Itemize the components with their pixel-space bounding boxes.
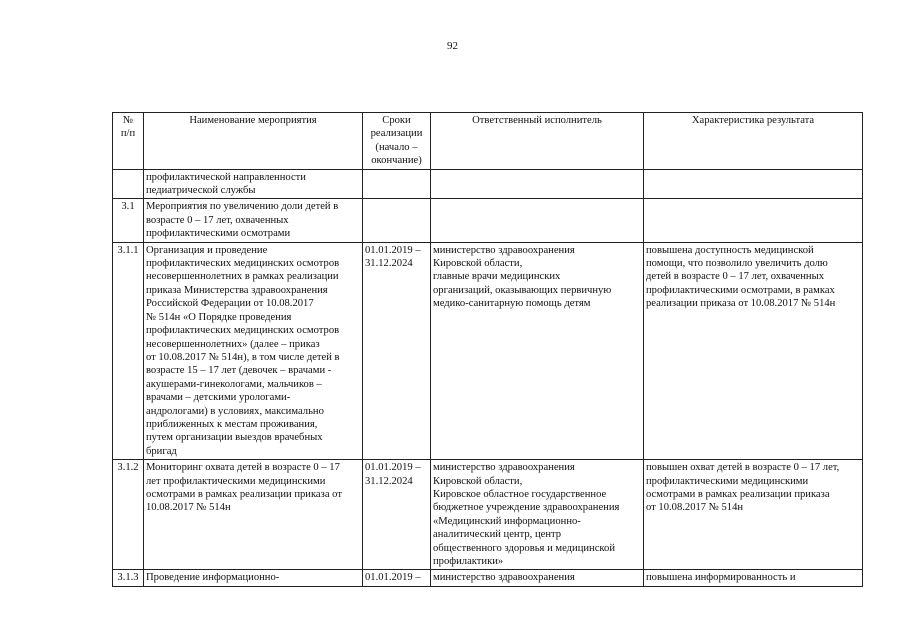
activities-table [112, 112, 863, 587]
header-num: № п/п [113, 113, 144, 170]
row-executor: министерство здравоохранения [431, 570, 644, 586]
table-header-row [113, 113, 863, 170]
row-dates [363, 169, 431, 199]
header-result: Характеристика результата [644, 113, 863, 170]
row-dates: 01.01.2019 – 31.12.2024 [363, 460, 431, 570]
row-result [644, 199, 863, 242]
row-name: Организация и проведение профилактических медицинских осмотров несовершеннолетних в рамках реализации приказа Министерства здравоохранения Российской Федерации от 10.08.2017 № 514н «О Порядке проведения профилактических медицинских осмотров несовершеннолетних» (далее – приказ от 10.08.2017 № 514н), в том числе детей в возрасте 15 – 17 лет (девочек – врачами - акушерами-гинекологами, мальчиков – врачами – детскими урологами- андрологами) в условиях, максимально приближенных к местам проживания, путем организации выездов врачебных бригад [144, 242, 363, 460]
header-executor: Ответственный исполнитель [431, 113, 644, 170]
row-result: повышена доступность медицинской помощи, что позволило увеличить долю детей в возрасте 0 – 17 лет, охваченных профилактическими осмотрами, в рамках реализации приказа от 10.08.2017 № 514н [644, 242, 863, 460]
row-name: профилактической направленности педиатрической службы [144, 169, 363, 199]
table-row [113, 242, 863, 460]
row-name: Проведение информационно- [144, 570, 363, 586]
row-dates: 01.01.2019 – [363, 570, 431, 586]
header-name: Наименование мероприятия [144, 113, 363, 170]
table-row [113, 169, 863, 199]
row-num [113, 169, 144, 199]
row-executor: министерство здравоохранения Кировской области, главные врачи медицинских организаций, оказывающих первичную медико-санитарную помощь детям [431, 242, 644, 460]
page-number: 92 [447, 40, 458, 52]
header-dates: Сроки реализации (начало – окончание) [363, 113, 431, 170]
row-num: 3.1.2 [113, 460, 144, 570]
table-row [113, 460, 863, 570]
row-result [644, 169, 863, 199]
row-executor [431, 199, 644, 242]
row-num: 3.1 [113, 199, 144, 242]
row-executor: министерство здравоохранения Кировской области, Кировское областное государственное бюджетное учреждение здравоохранения «Медицинский информационно- аналитический центр, центр общественного здоровья и медицинской профилактики» [431, 460, 644, 570]
row-dates [363, 199, 431, 242]
row-result: повышена информированность и [644, 570, 863, 586]
row-result: повышен охват детей в возрасте 0 – 17 лет, профилактическими медицинскими осмотрами в рамках реализации приказа от 10.08.2017 № 514н [644, 460, 863, 570]
row-num: 3.1.3 [113, 570, 144, 586]
table-row [113, 570, 863, 586]
row-executor [431, 169, 644, 199]
table-row [113, 199, 863, 242]
row-name: Мониторинг охвата детей в возрасте 0 – 17 лет профилактическими медицинскими осмотрами в рамках реализации приказа от 10.08.2017 № 514н [144, 460, 363, 570]
row-dates: 01.01.2019 – 31.12.2024 [363, 242, 431, 460]
row-name: Мероприятия по увеличению доли детей в возрасте 0 – 17 лет, охваченных профилактическими осмотрами [144, 199, 363, 242]
row-num: 3.1.1 [113, 242, 144, 460]
